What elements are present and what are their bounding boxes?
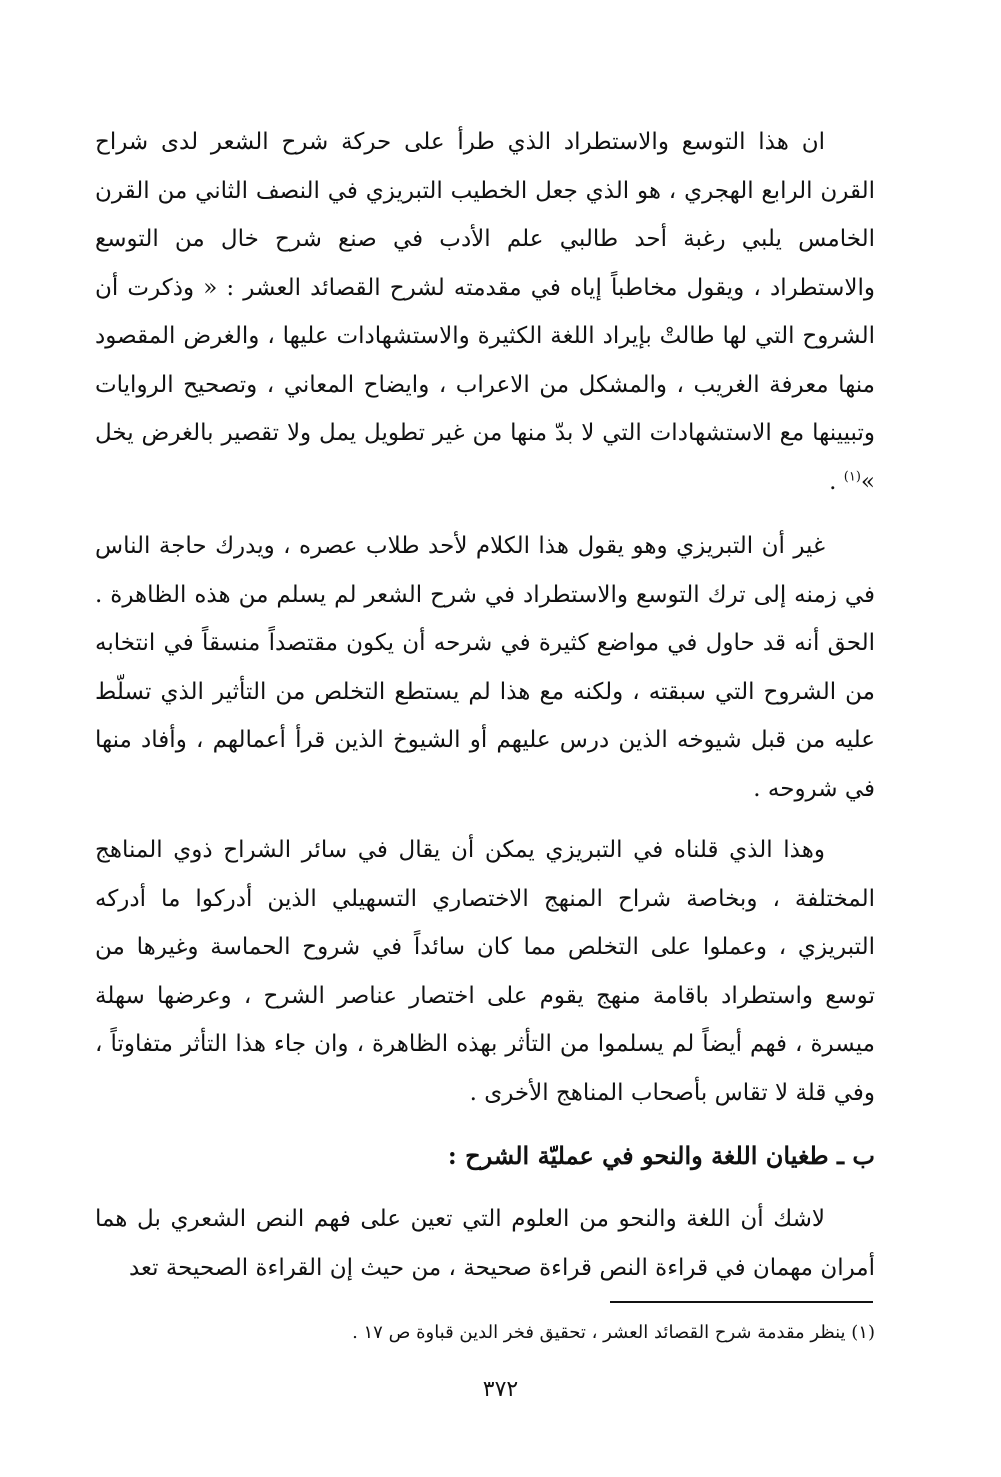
footnote: (١) ينظر مقدمة شرح القصائد العشر ، تحقيق فخر الدين قباوة ص ١٧ . — [352, 1322, 875, 1343]
paragraph-3-text: وهذا الذي قلناه في التبريزي يمكن أن يقال في سائر الشراح ذوي المناهج المختلفة ، وبخاصة شراح المنهج الاختصاري التسهيلي الذين أدركوا ما أدركه التبريزي ، وعملوا على التخلص مما كان سائداً في شروح الحماسة وغيرها من توسع واستطراد باقامة منهج يقوم على اختصار عناصر الشرح ، وعرضها سهلة ميسرة ، فهم أيضاً لم يسلموا من التأثر بهذه الظاهرة ، وان جاء هذا التأثر متفاوتاً ، وفي قلة لا تقاس بأصحاب المناهج الأخرى . — [95, 837, 875, 1106]
paragraph-4 — [95, 1195, 875, 1292]
footnote-reference: (١) — [843, 468, 861, 484]
page-number: ٣٧٢ — [482, 1377, 519, 1402]
paragraph-2-text: غير أن التبريزي وهو يقول هذا الكلام لأحد طلاب عصره ، ويدرك حاجة الناس في زمنه إلى ترك التوسع والاستطراد في شرح الشعر لم يسلم من هذه الظاهرة . الحق أنه قد حاول في مواضع كثيرة في شرحه أن يكون مقتصداً منسقاً في انتخابه من الشروح التي سبقته ، ولكنه مع هذا لم يستطع التخلص من التأثير الذي تسلّط عليه من قبل شيوخه الذين درس عليهم أو الشيوخ الذين قرأ أعمالهم ، وأفاد منها في شروحه . — [95, 533, 875, 802]
paragraph-2 — [95, 522, 875, 813]
footnote-divider — [610, 1301, 873, 1303]
paragraph-1-tail: . — [829, 468, 844, 495]
paragraph-1-text: ان هذا التوسع والاستطراد الذي طرأ على حركة شرح الشعر لدى شراح القرن الرابع الهجري ، هو الذي جعل الخطيب التبريزي في النصف الثاني من القرن الخامس يلبي رغبة أحد طالبي علم الأدب في صنع شرح خال من التوسع والاستطراد ، ويقول مخاطباً إياه في مقدمته لشرح القصائد العشر : « وذكرت أن الشروح التي لها طالتْ بإيراد اللغة الكثيرة والاستشهادات عليها ، والغرض المقصود منها معرفة الغريب ، والمشكل من الاعراب ، وايضاح المعاني ، وتصحيح الروايات وتبيينها مع الاستشهادات التي لا بدّ منها من غير تطويل يمل ولا تقصير بالغرض يخل » — [95, 129, 875, 495]
paragraph-3 — [95, 826, 875, 1117]
section-heading: ب ـ طغيان اللغة والنحو في عمليّة الشرح : — [447, 1141, 875, 1170]
paragraph-4-text: لاشك أن اللغة والنحو من العلوم التي تعين على فهم النص الشعري بل هما أمران مهمان في قراءة النص قراءة صحيحة ، من حيث إن القراءة الصحيحة تعد — [95, 1206, 875, 1281]
paragraph-1 — [95, 118, 875, 506]
